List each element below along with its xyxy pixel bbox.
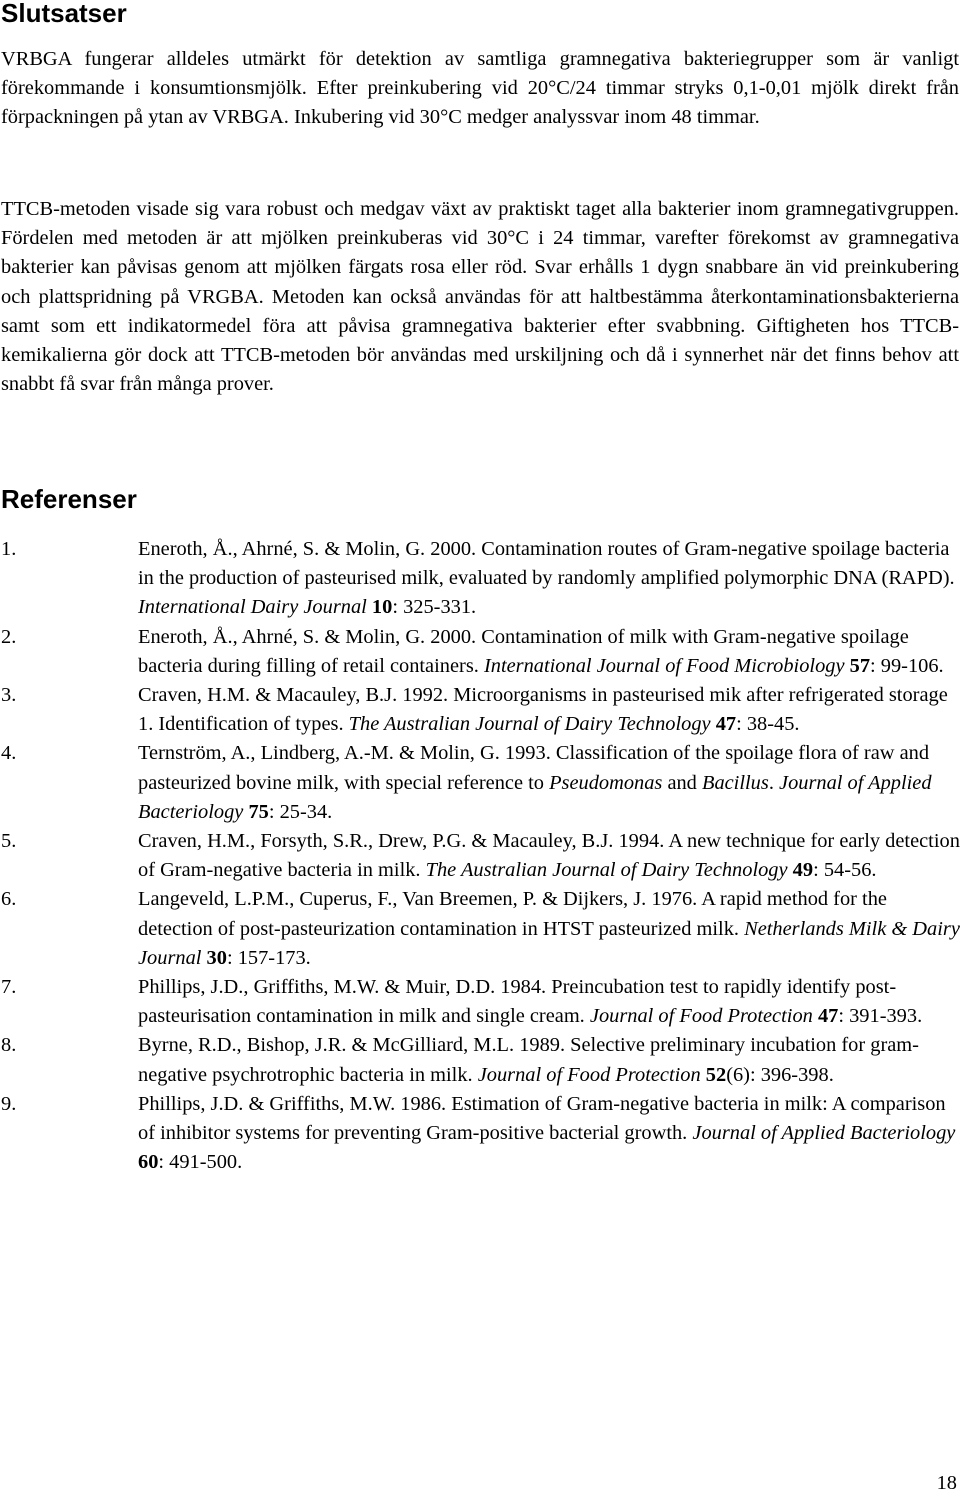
reference-number: 7. <box>1 976 17 999</box>
section-heading-references: Referenser <box>1 484 137 514</box>
conclusion-paragraph-2: TTCB-metoden visade sig vara robust och medgav växt av praktiskt taget alla bakterier inom gramnegativgruppen. Fördelen med metoden är att mjölken preinkuberas vid 30°C i 24 timmar, varefter förekomst av gramnegativa bakterier kan påvisas genom att mjölken färgats rosa eller röd. Svar erhålls 1 dygn snabbare än vid preinkubering och plattspridning på VRGBA. Metoden kan också användas för att haltbestämma återkontaminationsbakterierna samt som ett indikatormedel föra att påvisa gramnegativa bakterier efter svabbning. Giftigheten hos TTCB-kemikalierna gör dock att TTCB-metoden bör användas med urskiljning och då i synnerhet när det finns behov att snabbt få svar från många prover. <box>1 198 959 396</box>
reference-number: 6. <box>1 888 17 911</box>
reference-text <box>138 1031 960 1089</box>
reference-item <box>0 885 960 973</box>
reference-number: 4. <box>1 742 17 765</box>
reference-number: 1. <box>1 538 17 560</box>
reference-item <box>0 681 960 739</box>
reference-italic-text: International Journal of Food Microbiology <box>483 654 845 677</box>
reference-plain-text: Byrne, R.D., Bishop, J.R. & McGilliard, M.L. 1989. Selective preliminary incubation for gram-negative psychrotrophic bacteria in milk. <box>138 1034 919 1086</box>
reference-plain-text: : 54-56. <box>813 859 877 882</box>
reference-plain-text: : 25-34. <box>268 800 333 823</box>
reference-volume: 60 <box>138 1151 159 1174</box>
reference-item <box>0 623 960 681</box>
reference-italic-text: Journal of Food Protection <box>589 1005 813 1028</box>
reference-plain-text: Craven, H.M. & Macauley, B.J. 1992. Microorganisms in pasteurised mik after refrigerated storage 1. Identification of types. <box>138 684 948 736</box>
reference-item <box>0 1090 960 1178</box>
reference-plain-text: Phillips, J.D. & Griffiths, M.W. 1986. Estimation of Gram-negative bacteria in milk: A comparison of inhibitor systems for preventing Gram-positive bacterial growth. <box>138 1092 946 1145</box>
reference-plain-text: Craven, H.M., Forsyth, S.R., Drew, P.G. & Macauley, B.J. 1994. A new technique for early detection of Gram-negative bacteria in milk. <box>138 830 960 882</box>
reference-plain-text: : 325-331. <box>392 596 477 619</box>
reference-text <box>138 681 960 739</box>
reference-plain-text: Phillips, J.D., Griffiths, M.W. & Muir, D.D. 1984. Preincubation test to rapidly identify post-pasteurisation contamination in milk and single cream. <box>138 976 897 1028</box>
reference-item <box>0 973 960 1031</box>
reference-text <box>138 827 960 885</box>
reference-plain-text: (6): 396-398. <box>726 1063 834 1086</box>
reference-item <box>0 827 960 885</box>
reference-volume: 57 <box>849 654 871 677</box>
reference-italic-text: Netherlands Milk & Dairy Journal <box>138 917 960 969</box>
reference-volume: 30 <box>206 946 227 969</box>
reference-text <box>138 623 960 681</box>
reference-italic-text: The Australian Journal of Dairy Technology <box>425 859 788 882</box>
reference-italic-text: Bacillus <box>701 771 769 794</box>
reference-plain-text: : 491-500. <box>158 1151 243 1174</box>
reference-plain-text: : 38-45. <box>736 713 800 736</box>
reference-number: 3. <box>1 684 17 707</box>
reference-text <box>138 535 960 623</box>
reference-plain-text: Eneroth, Å., Ahrné, S. & Molin, G. 2000. Contamination routes of Gram-negative spoilage bacteria in the production of pasteurised milk, evaluated by randomly amplified polymorphic DNA (RAPD). <box>138 538 955 590</box>
reference-number: 9. <box>1 1092 17 1115</box>
reference-italic-text: Journal of Food Protection <box>477 1063 701 1086</box>
reference-plain-text: Langeveld, L.P.M., Cuperus, F., Van Breemen, P. & Dijkers, J. 1976. A rapid method for the detection of post-pasteurization contamination in HTST pasteurized milk. <box>138 888 887 940</box>
reference-number: 2. <box>1 625 17 648</box>
reference-volume: 47 <box>817 1005 839 1028</box>
reference-text <box>138 1090 960 1178</box>
reference-plain-text: : 157-173. <box>226 946 311 969</box>
reference-volume: 52 <box>705 1063 727 1086</box>
reference-plain-text: Eneroth, Å., Ahrné, S. & Molin, G. 2000. Contamination of milk with Gram-negative spoilage bacteria during filling of retail containers. <box>138 625 909 677</box>
conclusion-paragraph-1: VRBGA fungerar alldeles utmärkt för detektion av samtliga gramnegativa bakteriegrupper som är vanligt förekommande i konsumtionsmjölk. Efter preinkubering vid 20°C/24 timmar stryks 0,1-0,01 mjölk direkt från förpackningen på ytan av VRBGA. Inkubering vid 30°C medger analyssvar inom 48 timmar. <box>1 48 959 129</box>
reference-text <box>138 973 960 1031</box>
page-number: 18 <box>936 1472 957 1494</box>
reference-text <box>138 885 960 973</box>
reference-item <box>0 1031 960 1089</box>
reference-volume: 75 <box>248 800 269 823</box>
reference-plain-text: : 391-393. <box>838 1005 923 1028</box>
reference-italic-text: Journal of Applied Bacteriology <box>692 1122 956 1145</box>
reference-number: 8. <box>1 1034 17 1057</box>
reference-italic-text: Pseudomonas <box>549 771 663 794</box>
reference-number: 5. <box>1 830 17 853</box>
section-heading-conclusions: Slutsatser <box>1 0 127 28</box>
reference-volume: 49 <box>792 859 814 882</box>
reference-plain-text: Ternström, A., Lindberg, A.-M. & Molin, G. 1993. Classification of the spoilage flora of raw and pasteurized bovine milk, with special reference to <box>138 742 930 794</box>
reference-list <box>0 535 960 1177</box>
reference-text <box>138 739 960 827</box>
reference-volume: 10 <box>371 596 393 619</box>
reference-plain-text: . <box>768 771 780 794</box>
reference-plain-text: : 99-106. <box>870 654 944 677</box>
reference-plain-text: and <box>662 771 702 794</box>
reference-item <box>0 535 960 623</box>
reference-item <box>0 739 960 827</box>
reference-italic-text: Journal of Applied Bacteriology <box>138 771 932 823</box>
reference-italic-text: The Australian Journal of Dairy Technology <box>348 713 711 736</box>
reference-italic-text: International Dairy Journal <box>138 596 367 619</box>
reference-volume: 47 <box>715 713 737 736</box>
